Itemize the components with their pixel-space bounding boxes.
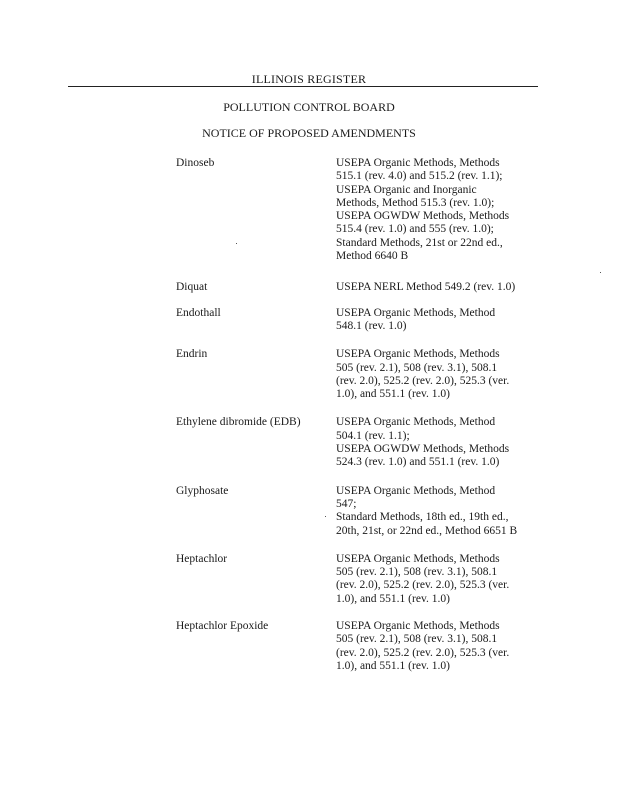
- method-line: 504.1 (rev. 1.1);: [336, 429, 410, 442]
- notice-title: NOTICE OF PROPOSED AMENDMENTS: [202, 126, 416, 140]
- method-line: USEPA Organic Methods, Methods: [336, 552, 500, 565]
- analyte-name: Ethylene dibromide (EDB): [176, 416, 301, 429]
- scan-speck: [600, 272, 601, 273]
- method-line: USEPA Organic Methods, Method: [336, 484, 496, 497]
- method-list: [336, 157, 536, 263]
- method-line: 548.1 (rev. 1.0): [336, 319, 407, 332]
- scan-speck: [236, 243, 237, 244]
- table-row: [176, 485, 536, 538]
- method-line: 524.3 (rev. 1.0) and 551.1 (rev. 1.0): [336, 456, 500, 469]
- method-line: USEPA Organic Methods, Method: [336, 306, 496, 319]
- method-line: Standard Methods, 21st or 22nd ed.,: [336, 236, 503, 249]
- method-list: [336, 416, 536, 469]
- method-list: [336, 620, 536, 673]
- method-line: 1.0), and 551.1 (rev. 1.0): [336, 388, 450, 401]
- analyte-name: Heptachlor Epoxide: [176, 620, 269, 633]
- table-row: [176, 620, 536, 673]
- analyte-method-table: [176, 157, 536, 673]
- analyte-name: Endothall: [176, 306, 221, 319]
- method-list: [336, 307, 536, 334]
- method-line: 1.0), and 551.1 (rev. 1.0): [336, 592, 450, 605]
- method-line: 505 (rev. 2.1), 508 (rev. 3.1), 508.1: [336, 633, 498, 646]
- method-line: USEPA Organic Methods, Methods: [336, 157, 500, 169]
- analyte-name: Endrin: [176, 348, 208, 361]
- scan-speck: [325, 516, 326, 517]
- method-line: (rev. 2.0), 525.2 (rev. 2.0), 525.3 (ver.: [336, 579, 510, 592]
- table-row: [176, 416, 536, 469]
- method-line: USEPA Organic and Inorganic: [336, 183, 477, 196]
- method-line: (rev. 2.0), 525.2 (rev. 2.0), 525.3 (ver.: [336, 646, 510, 659]
- method-line: USEPA Organic Methods, Method: [336, 416, 496, 429]
- method-list: [336, 485, 536, 538]
- table-row: [176, 348, 536, 401]
- method-line: USEPA OGWDW Methods, Methods: [336, 210, 510, 223]
- register-title: ILLINOIS REGISTER: [251, 72, 367, 86]
- method-line: 20th, 21st, or 22nd ed., Method 6651 B: [336, 524, 518, 537]
- method-line: Standard Methods, 18th ed., 19th ed.,: [336, 511, 509, 524]
- table-row: [176, 281, 536, 294]
- analyte-name: Heptachlor: [176, 552, 228, 565]
- analyte-name: Diquat: [176, 281, 208, 294]
- method-line: 1.0), and 551.1 (rev. 1.0): [336, 659, 450, 672]
- board-name: POLLUTION CONTROL BOARD: [223, 100, 395, 114]
- method-line: Methods, Method 515.3 (rev. 1.0);: [336, 196, 495, 209]
- method-line: USEPA Organic Methods, Methods: [336, 348, 500, 361]
- method-line: 505 (rev. 2.1), 508 (rev. 3.1), 508.1: [336, 361, 498, 374]
- method-line: 515.1 (rev. 4.0) and 515.2 (rev. 1.1);: [336, 170, 503, 183]
- method-list: [336, 348, 536, 401]
- method-list: [336, 553, 536, 606]
- method-line: 505 (rev. 2.1), 508 (rev. 3.1), 508.1: [336, 566, 498, 579]
- method-line: Method 6640 B: [336, 250, 409, 263]
- method-line: 547;: [336, 497, 357, 510]
- method-line: USEPA OGWDW Methods, Methods: [336, 443, 510, 456]
- analyte-name: Dinoseb: [176, 157, 215, 169]
- table-row: [176, 307, 536, 334]
- method-line: USEPA NERL Method 549.2 (rev. 1.0): [336, 281, 516, 294]
- method-line: (rev. 2.0), 525.2 (rev. 2.0), 525.3 (ver.: [336, 374, 510, 387]
- header-rule: [68, 86, 538, 87]
- table-row: [176, 157, 536, 263]
- analyte-name: Glyphosate: [176, 484, 229, 497]
- table-row: [176, 553, 536, 606]
- method-line: USEPA Organic Methods, Methods: [336, 620, 500, 633]
- method-list: [336, 281, 536, 294]
- method-line: 515.4 (rev. 1.0) and 555 (rev. 1.0);: [336, 223, 494, 236]
